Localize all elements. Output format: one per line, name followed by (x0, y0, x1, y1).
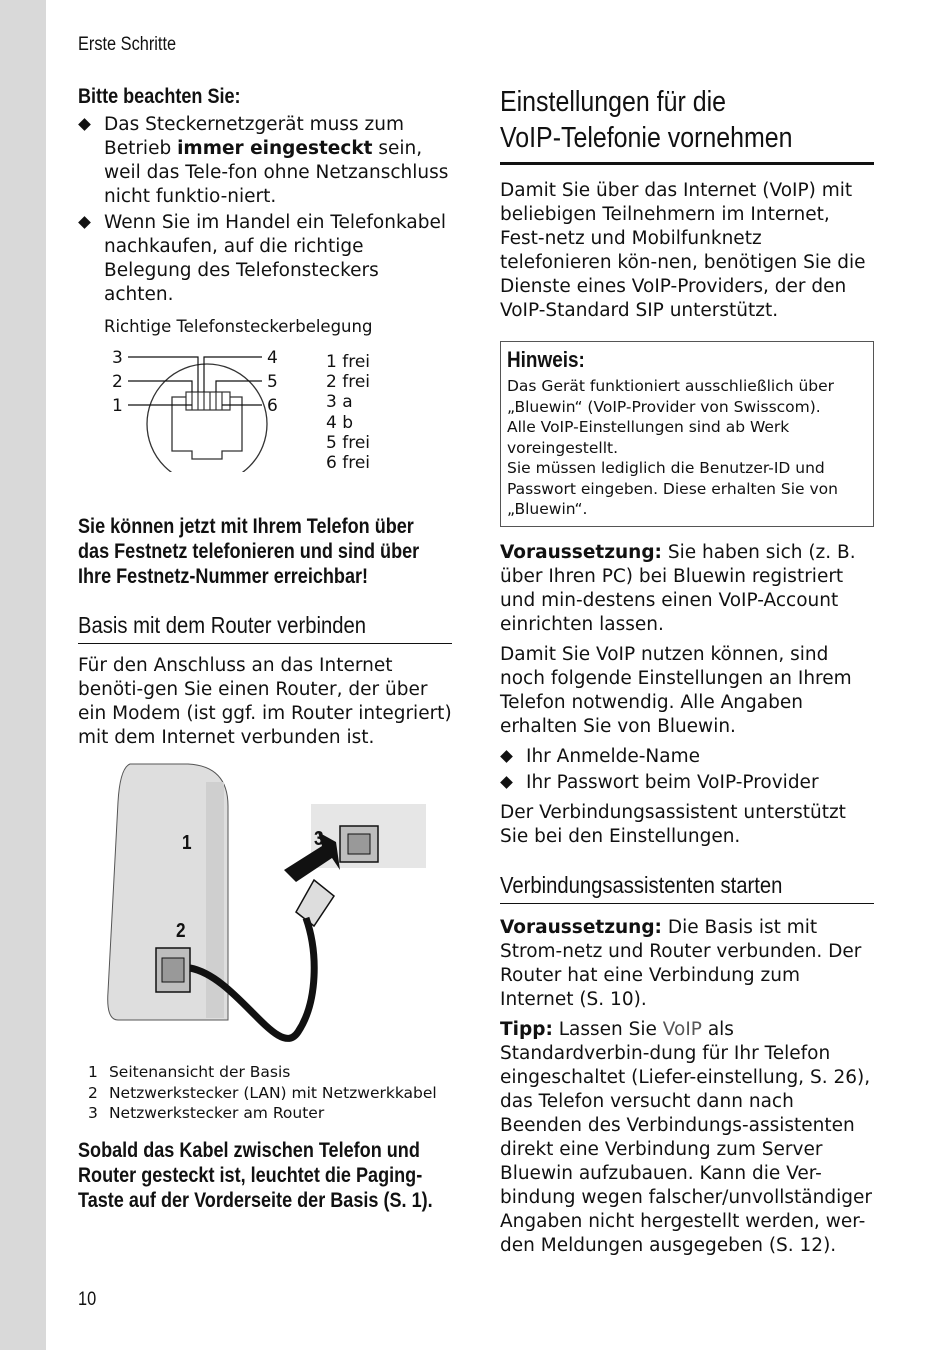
list-item: Ihr Anmelde-Name (500, 745, 874, 769)
pin-label: 1 (112, 396, 123, 416)
hint-box (500, 341, 874, 527)
hint-line: Sie müssen lediglich die Benutzer-ID und Passwort eingeben. Diese erhalten Sie von „Bluewin“. (507, 459, 838, 518)
section-title: Verbindungsassistenten starten (500, 871, 874, 904)
page-side-strip (0, 0, 46, 1350)
router-connection-figure (78, 762, 452, 1062)
list-item: 6 frei (326, 453, 371, 474)
list-item: 1 frei (326, 352, 371, 372)
hint-title: Hinweis: (507, 347, 585, 372)
prerequisite-text: Voraussetzung: Die Basis ist mit Strom-netz und Router verbunden. Der Router hat eine Verbindung zum Internet (S. 10). (500, 916, 862, 1010)
bold-statement: Sie können jetzt mit Ihrem Telefon über das Festnetz telefonieren und sind über Ihre Festnetz-Nummer erreichbar! (78, 515, 420, 588)
figure-number: 3 (314, 828, 324, 850)
list-item: 2 Netzwerkstecker (LAN) mit Netzwerkkabel (88, 1083, 437, 1102)
pin-label: 6 (267, 396, 278, 416)
hint-line: Alle VoIP-Einstellungen sind ab Werk voreingestellt. (507, 418, 790, 457)
list-item: Ihr Passwort beim VoIP-Provider (500, 771, 874, 795)
pin-assignment-list (326, 352, 370, 473)
plug-caption: Richtige Telefonsteckerbelegung (104, 317, 373, 336)
figure-number: 2 (176, 920, 186, 942)
list-item: 3 Netzwerkstecker am Router (88, 1104, 325, 1122)
diamond-bullet-icon (78, 118, 91, 131)
settings-bullets (500, 745, 874, 795)
list-item: 3 a (326, 392, 353, 413)
voip-highlight: VoIP (662, 1018, 702, 1040)
right-column (500, 84, 874, 1258)
hint-line: Das Gerät funktioniert ausschließlich über „Bluewin“ (VoIP-Provider von Swisscom). (507, 377, 835, 416)
settings-text: Damit Sie VoIP nutzen können, sind noch folgende Einstellungen an Ihrem Telefon notwendig. Alle Angaben erhalten Sie von Bluewin. (500, 643, 852, 737)
list-item: Das Steckernetzgerät muss zum Betrieb immer eingesteckt sein, weil das Tele-fon ohne Netzanschluss nicht funktio-niert. (78, 113, 452, 209)
pin-label: 4 (267, 348, 278, 368)
pin-label: 5 (267, 372, 278, 392)
note-title: Bitte beachten Sie: (78, 85, 241, 108)
diamond-bullet-icon (78, 216, 91, 229)
tip-text: Tipp: Lassen Sie VoIP als Standardverbin-dung für Ihr Telefon eingeschaltet (Liefer-einstellung, S. 26), das Telefon versucht dann nach Beenden des Verbindungs-assistenten direkt eine Verbindung zum Server Bluewin aufzubauen. Kann die Ver-bindung wegen falscher/unvollständiger Angaben nicht hergestellt werden, wer-den Meldungen ausgegeben (S. 12). (500, 1018, 872, 1256)
list-item: 1 Seitenansicht der Basis (88, 1063, 291, 1081)
final-bold-statement: Sobald das Kabel zwischen Telefon und Router gesteckt ist, leuchtet die Paging-Taste auf der Vorderseite der Basis (S. 1). (78, 1138, 433, 1212)
pin-label: 3 (112, 348, 123, 368)
figure-legend (78, 1062, 452, 1124)
list-item: Wenn Sie im Handel ein Telefonkabel nachkaufen, auf die richtige Belegung des Telefonsteckers achten. (78, 211, 452, 307)
phone-plug-illustration (104, 342, 324, 472)
prerequisite-text: Voraussetzung: Sie haben sich (z. B. über Ihren PC) bei Bluewin registriert und min-destens einen VoIP-Account einrichten lassen. (500, 541, 856, 635)
figure-number: 1 (182, 832, 192, 854)
diamond-bullet-icon (500, 750, 513, 763)
section-title: Basis mit dem Router verbinden (78, 611, 452, 644)
page-title: Einstellungen für die VoIP-Telefonie vornehmen (500, 84, 874, 165)
router-illustration (78, 762, 452, 1062)
intro-text: Damit Sie über das Internet (VoIP) mit beliebigen Teilnehmern im Internet, Fest-netz und Mobilfunknetz telefonieren kön-nen, benötigen Sie die Dienste eines VoIP-Providers, der den VoIP-Standard SIP unterstützt. (500, 180, 866, 321)
list-item: 5 frei (326, 432, 371, 453)
page-number: 10 (78, 1289, 97, 1310)
plug-diagram (78, 342, 452, 482)
note-bullets (78, 113, 452, 307)
pin-label: 2 (112, 372, 123, 392)
running-header: Erste Schritte (78, 34, 177, 55)
assistant-text: Der Verbindungsassistent unterstützt Sie bei den Einstellungen. (500, 801, 846, 847)
section-text: Für den Anschluss an das Internet benöti-gen Sie einen Router, der über ein Modem (ist ggf. im Router integriert) mit dem Internet verbunden ist. (78, 655, 452, 748)
diamond-bullet-icon (500, 776, 513, 789)
left-column (78, 84, 452, 1213)
list-item: 2 frei (326, 372, 371, 393)
list-item: 4 b (326, 412, 354, 433)
